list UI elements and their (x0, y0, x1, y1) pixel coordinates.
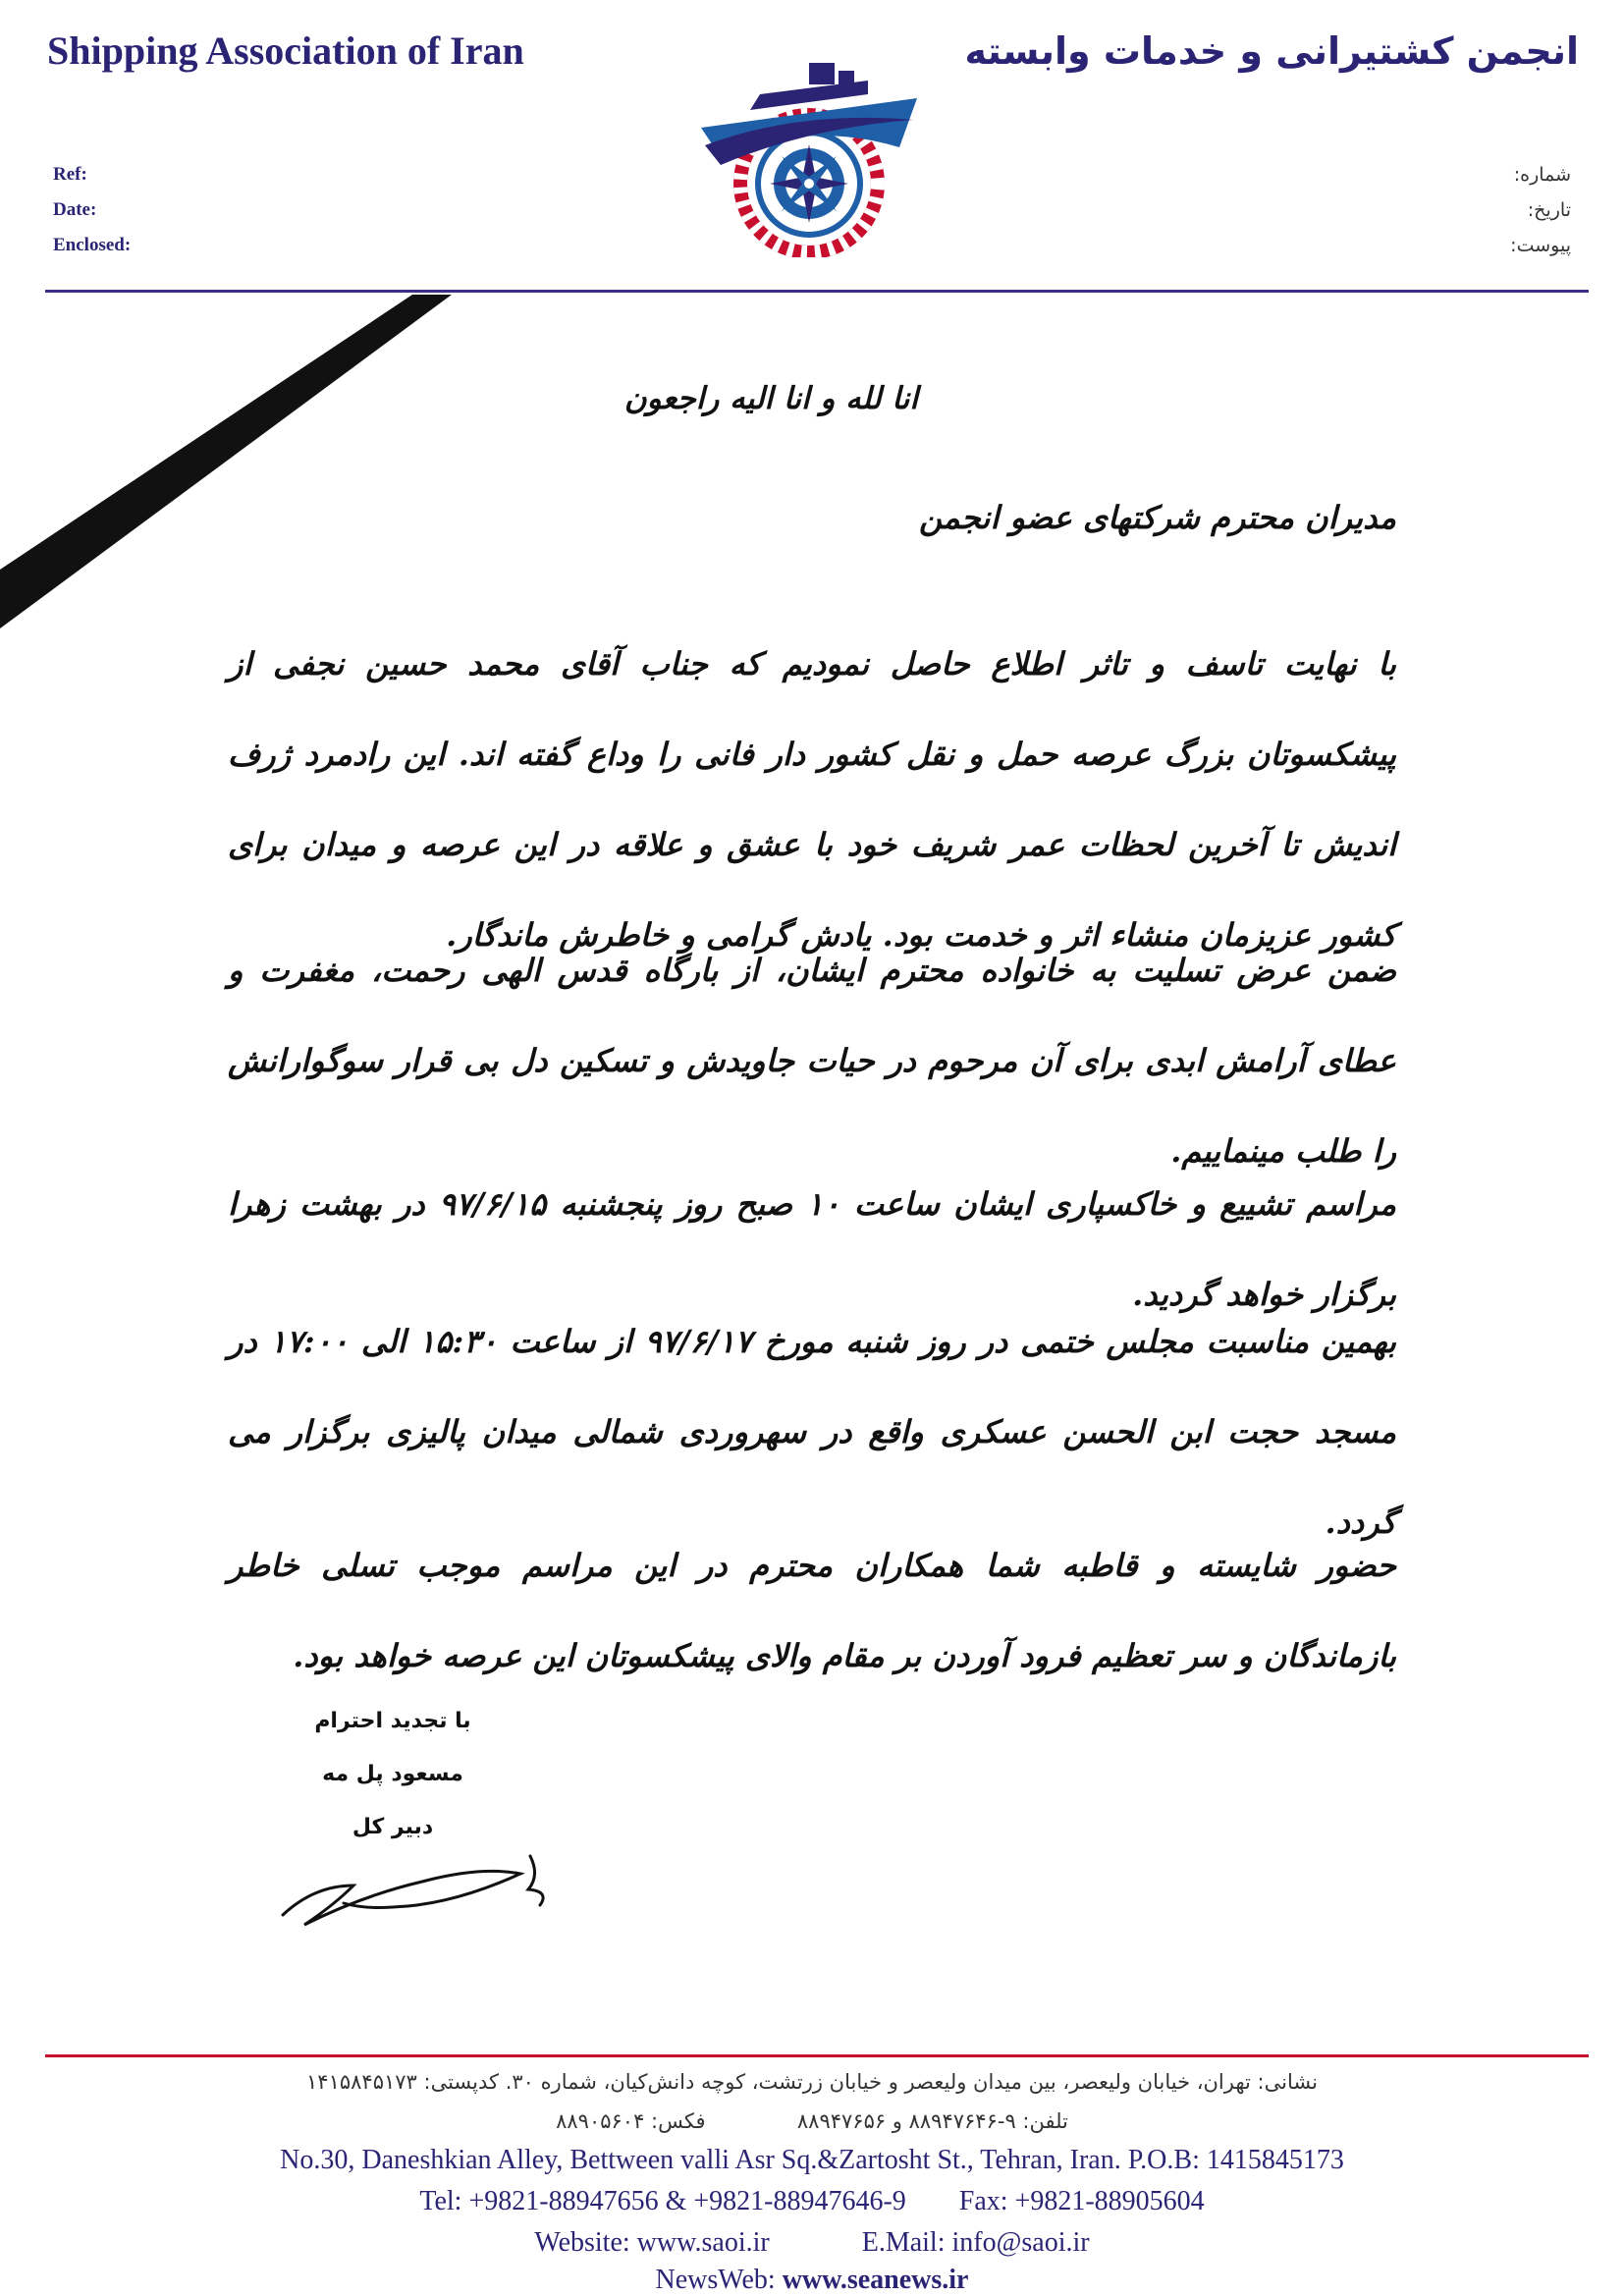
letter-opening: انا لله و انا الیه راجعون (623, 381, 918, 416)
footer-fax-fa: فکس: ۸۸۹۰۵۶۰۴ (556, 2109, 706, 2133)
footer-fax-en: Fax: +9821-88905604 (958, 2186, 1205, 2216)
footer-newsweb-label: NewsWeb: (655, 2265, 776, 2295)
letter-paragraph: با نهایت تاسف و تاثر اطلاع حاصل نمودیم که جناب آقای محمد حسین نجفی از پیشکسوتان بزرگ عرصه حمل و نقل کشور دار فانی را وداع گفته اند. این رادمرد ژرف اندیش تا آخرین لحظات عمر شریف خود با عشق و علاقه در این عرصه و میدان برای کشور عزیزمان منشاء اثر و خدمت بود. یادش گرامی و خاطرش ماندگار. (228, 645, 1397, 954)
footer-contact-fa (0, 2109, 1624, 2133)
footer-divider (45, 2054, 1589, 2057)
footer-contact-en (0, 2186, 1624, 2217)
date-label: Date: (53, 199, 97, 220)
footer-newsweb (0, 2265, 1624, 2296)
signer-name: مسعود پل مه (322, 1762, 463, 1786)
ref-label: Ref: (53, 164, 87, 185)
reference-fields-en (53, 157, 131, 263)
organization-name-en: Shipping Association of Iran (47, 28, 524, 73)
organization-name-fa: انجمن کشتیرانی و خدمات وابسته (964, 29, 1579, 73)
letter-salutation: مدیران محترم شرکتهای عضو انجمن (919, 499, 1396, 536)
enclosed-label: Enclosed: (53, 235, 132, 255)
enclosed-label-fa: پیوست: (1510, 235, 1571, 256)
reference-fields-fa (1510, 157, 1571, 263)
footer-address-fa: نشانی: تهران، خیابان ولیعصر، بین میدان ولیعصر و خیابان زرتشت، کوچه دانش‌کیان، شماره ۳۰. کدپستی: ۱۴۱۵۸۴۵۱۷۳ (306, 2070, 1318, 2094)
footer-address-en: No.30, Daneshkian Alley, Bettween valli Asr Sq.&Zartosht St., Tehran, Iran. P.O.B: 1415845173 (280, 2145, 1344, 2175)
footer-phone-en: Tel: +9821-88947656 & +9821-88947646-9 (419, 2186, 906, 2216)
footer-phone-fa: تلفن: ۹-۸۸۹۴۷۶۴۶ و ۸۸۹۴۷۶۵۶ (796, 2109, 1068, 2133)
header-divider (45, 290, 1589, 293)
letter-paragraph: بهمین مناسبت مجلس ختمی در روز شنبه مورخ ۹۷/۶/۱۷ از ساعت ۱۵:۳۰ الی ۱۷:۰۰ در مسجد حجت ابن الحسن عسکری واقع در سهروردی شمالی میدان پالیزی برگزار می گردد. (228, 1323, 1396, 1541)
closing-regards: با تجدید احترام (314, 1709, 471, 1733)
handwritten-signature (275, 1846, 589, 1935)
mourning-ribbon (0, 295, 452, 648)
ship-compass-logo-icon (691, 51, 927, 257)
letter-paragraph: ضمن عرض تسلیت به خانواده محترم ایشان، از بارگاه قدس الهی رحمت، مغفرت و عطای آرامش ابدی برای آن مرحوم در حیات جاویدش و تسکین دل بی قرار سوگوارانش را طلب مینماییم. (228, 952, 1397, 1170)
letter-paragraph: حضور شایسته و قاطبه شما همکاران محترم در این مراسم موجب تسلی خاطر بازماندگان و سر تعظیم فرود آوردن بر مقام والای پیشکسوتان این عرصه خواهد بود. (228, 1547, 1396, 1674)
footer-website-link[interactable]: Website: www.saoi.ir (534, 2227, 770, 2258)
footer-newsweb-link[interactable]: www.seanews.ir (782, 2265, 969, 2295)
footer-email-link[interactable]: E.Mail: info@saoi.ir (861, 2227, 1090, 2258)
date-label-fa: تاریخ: (1527, 199, 1571, 221)
signer-title: دبیر کل (352, 1815, 434, 1839)
footer-web-email (0, 2227, 1624, 2259)
number-label-fa: شماره: (1513, 164, 1571, 186)
letter-paragraph: مراسم تشییع و خاکسپاری ایشان ساعت ۱۰ صبح روز پنجشنبه ۹۷/۶/۱۵ در بهشت زهرا برگزار خواهد گردید. (228, 1185, 1397, 1313)
